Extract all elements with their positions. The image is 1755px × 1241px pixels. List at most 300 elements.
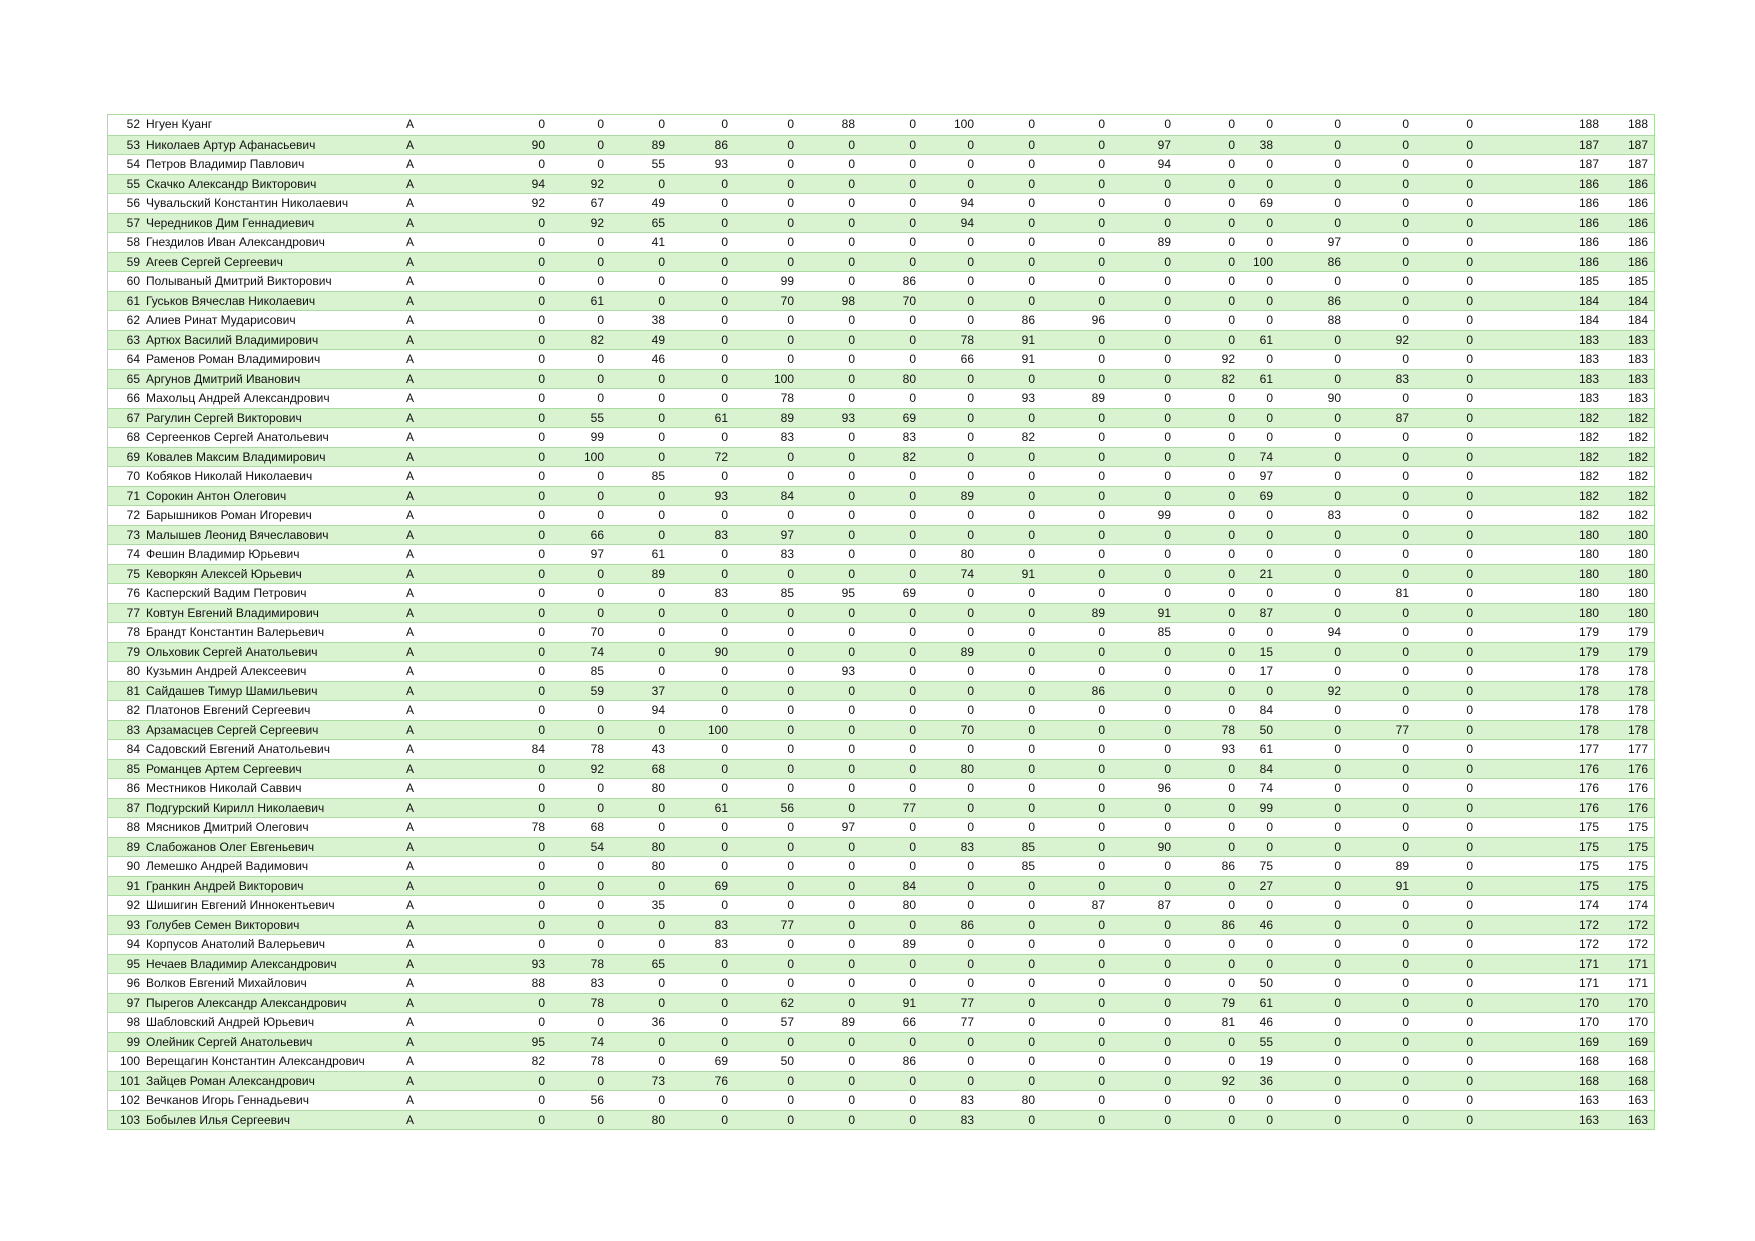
class-cell: A [406, 547, 415, 561]
score-cell: 0 [1266, 956, 1273, 971]
score-cell: 0 [1402, 157, 1409, 171]
score-cell: 0 [1228, 547, 1235, 561]
table-row [108, 642, 1654, 662]
score-cell: 0 [538, 157, 545, 171]
score-cell: 100 [1252, 254, 1273, 269]
score-cell: 74 [590, 1034, 604, 1049]
table-row [108, 505, 1654, 525]
score-cell: 0 [967, 859, 974, 873]
score-cell: 99 [1157, 508, 1171, 522]
name-cell: Фешин Владимир Юрьевич [146, 547, 300, 561]
score-cell: 0 [1466, 742, 1473, 756]
score-cell: 0 [1228, 196, 1235, 210]
class-cell: A [406, 664, 415, 678]
score-cell: 92 [1327, 683, 1341, 698]
sum-cell: 180 [1578, 605, 1599, 620]
score-cell: 69 [714, 878, 728, 893]
table-row [108, 895, 1654, 915]
sum-cell: 182 [1578, 469, 1599, 483]
class-cell: A [406, 566, 415, 581]
score-cell: 0 [787, 157, 794, 171]
score-cell: 0 [1098, 332, 1105, 347]
score-cell: 0 [721, 605, 728, 620]
table-row [108, 154, 1654, 174]
table-row [108, 486, 1654, 506]
score-cell: 83 [780, 547, 794, 561]
score-cell: 61 [590, 293, 604, 308]
score-cell: 0 [1164, 917, 1171, 932]
sum-cell: 177 [1578, 742, 1599, 756]
score-cell: 85 [780, 586, 794, 600]
score-cell: 0 [597, 937, 604, 951]
score-cell: 41 [651, 235, 665, 249]
score-cell: 0 [1098, 859, 1105, 873]
rank-cell: 62 [126, 313, 140, 327]
score-cell: 0 [1466, 781, 1473, 795]
score-cell: 0 [1334, 976, 1341, 990]
score-cell: 0 [538, 859, 545, 873]
score-cell: 97 [780, 527, 794, 542]
score-cell: 0 [1334, 332, 1341, 347]
rank-cell: 70 [126, 469, 140, 483]
score-cell: 0 [658, 117, 665, 131]
score-cell: 0 [1466, 410, 1473, 425]
name-cell: Гнездилов Иван Александрович [146, 235, 325, 249]
score-cell: 0 [597, 235, 604, 249]
score-cell: 92 [1221, 352, 1235, 366]
score-cell: 0 [787, 469, 794, 483]
sum-cell: 184 [1578, 293, 1599, 308]
score-cell: 0 [1402, 605, 1409, 620]
score-cell: 0 [1266, 352, 1273, 366]
score-cell: 19 [1259, 1054, 1273, 1068]
score-cell: 0 [909, 176, 916, 191]
score-cell: 0 [1028, 820, 1035, 834]
score-cell: 93 [714, 157, 728, 171]
score-cell: 84 [902, 878, 916, 893]
score-cell: 0 [1266, 215, 1273, 230]
score-cell: 0 [967, 820, 974, 834]
score-cell: 0 [1028, 449, 1035, 464]
score-cell: 0 [597, 157, 604, 171]
score-cell: 0 [1098, 293, 1105, 308]
score-cell: 85 [1157, 625, 1171, 639]
score-cell: 36 [1259, 1073, 1273, 1088]
score-cell: 0 [1028, 235, 1035, 249]
table-row [108, 369, 1654, 389]
score-cell: 0 [1334, 274, 1341, 288]
score-cell: 0 [721, 742, 728, 756]
score-cell: 0 [1028, 976, 1035, 990]
score-cell: 0 [967, 527, 974, 542]
score-cell: 0 [1334, 917, 1341, 932]
score-cell: 0 [597, 137, 604, 152]
score-cell: 0 [1228, 937, 1235, 951]
score-cell: 0 [848, 1054, 855, 1068]
score-cell: 0 [597, 469, 604, 483]
score-cell: 0 [1402, 449, 1409, 464]
score-cell: 0 [597, 566, 604, 581]
score-cell: 78 [531, 820, 545, 834]
total-cell: 187 [1627, 137, 1648, 152]
score-cell: 0 [721, 664, 728, 678]
score-cell: 0 [1466, 703, 1473, 717]
name-cell: Нгуен Куанг [146, 117, 213, 131]
name-cell: Бобылев Илья Сергеевич [146, 1112, 290, 1127]
score-cell: 54 [590, 839, 604, 854]
score-cell: 69 [1259, 488, 1273, 503]
score-cell: 91 [1021, 332, 1035, 347]
total-cell: 184 [1627, 313, 1648, 327]
class-cell: A [406, 332, 415, 347]
score-cell: 0 [1098, 742, 1105, 756]
class-cell: A [406, 703, 415, 717]
score-cell: 43 [651, 742, 665, 756]
table-row [108, 622, 1654, 642]
score-cell: 98 [841, 293, 855, 308]
score-cell: 0 [1164, 976, 1171, 990]
score-cell: 0 [848, 800, 855, 815]
score-cell: 61 [714, 800, 728, 815]
score-cell: 0 [1228, 664, 1235, 678]
score-cell: 85 [1021, 859, 1035, 873]
score-cell: 0 [1228, 898, 1235, 912]
score-cell: 0 [658, 527, 665, 542]
rank-cell: 59 [126, 254, 140, 269]
score-cell: 89 [1091, 605, 1105, 620]
rank-cell: 82 [126, 703, 140, 717]
score-cell: 92 [590, 176, 604, 191]
score-cell: 38 [1259, 137, 1273, 152]
score-cell: 0 [909, 605, 916, 620]
name-cell: Алиев Ринат Мударисович [146, 313, 296, 327]
score-cell: 0 [1466, 898, 1473, 912]
score-cell: 0 [1098, 566, 1105, 581]
score-cell: 0 [909, 664, 916, 678]
total-cell: 184 [1627, 293, 1648, 308]
score-cell: 0 [1164, 664, 1171, 678]
score-cell: 0 [1028, 683, 1035, 698]
score-cell: 0 [1164, 527, 1171, 542]
score-cell: 0 [1098, 800, 1105, 815]
score-cell: 0 [909, 1073, 916, 1088]
name-cell: Рагулин Сергей Викторович [146, 410, 302, 425]
name-cell: Платонов Евгений Сергеевич [146, 703, 311, 717]
score-cell: 0 [658, 800, 665, 815]
class-cell: A [406, 1015, 415, 1029]
score-cell: 0 [1334, 781, 1341, 795]
score-cell: 0 [787, 1073, 794, 1088]
score-cell: 0 [538, 878, 545, 893]
score-cell: 0 [1266, 527, 1273, 542]
rank-cell: 74 [126, 547, 140, 561]
name-cell: Скачко Александр Викторович [146, 176, 317, 191]
name-cell: Гранкин Андрей Викторович [146, 878, 304, 893]
class-cell: A [406, 683, 415, 698]
score-cell: 88 [1327, 313, 1341, 327]
score-cell: 0 [597, 586, 604, 600]
score-cell: 66 [902, 1015, 916, 1029]
score-cell: 0 [1266, 586, 1273, 600]
score-cell: 88 [841, 117, 855, 131]
score-cell: 83 [902, 430, 916, 444]
score-cell: 83 [590, 976, 604, 990]
score-cell: 65 [651, 956, 665, 971]
total-cell: 176 [1627, 800, 1648, 815]
score-cell: 86 [1327, 293, 1341, 308]
score-cell: 0 [909, 547, 916, 561]
score-cell: 0 [1028, 137, 1035, 152]
score-cell: 78 [960, 332, 974, 347]
score-cell: 0 [1164, 117, 1171, 131]
score-cell: 0 [848, 254, 855, 269]
score-cell: 0 [1466, 937, 1473, 951]
score-cell: 0 [658, 644, 665, 659]
score-cell: 0 [787, 1093, 794, 1107]
sum-cell: 180 [1578, 527, 1599, 542]
total-cell: 180 [1627, 605, 1648, 620]
class-cell: A [406, 625, 415, 639]
score-cell: 0 [1334, 449, 1341, 464]
score-cell: 0 [1098, 215, 1105, 230]
score-cell: 0 [1098, 117, 1105, 131]
score-cell: 0 [1164, 1093, 1171, 1107]
sum-cell: 182 [1578, 449, 1599, 464]
score-cell: 78 [590, 956, 604, 971]
score-cell: 0 [787, 313, 794, 327]
score-cell: 0 [1098, 430, 1105, 444]
score-cell: 0 [1028, 917, 1035, 932]
score-cell: 80 [651, 1112, 665, 1127]
score-cell: 93 [841, 410, 855, 425]
score-cell: 0 [967, 878, 974, 893]
score-cell: 0 [1266, 274, 1273, 288]
score-cell: 0 [848, 1034, 855, 1049]
total-cell: 186 [1627, 176, 1648, 191]
score-cell: 0 [1334, 722, 1341, 737]
score-cell: 0 [787, 937, 794, 951]
table-row [108, 759, 1654, 779]
score-cell: 59 [590, 683, 604, 698]
score-cell: 0 [1266, 410, 1273, 425]
score-cell: 92 [1221, 1073, 1235, 1088]
score-cell: 86 [1221, 917, 1235, 932]
score-cell: 49 [651, 332, 665, 347]
score-cell: 80 [902, 371, 916, 386]
score-cell: 86 [1221, 859, 1235, 873]
score-cell: 0 [658, 371, 665, 386]
score-cell: 0 [909, 313, 916, 327]
name-cell: Романцев Артем Сергеевич [146, 761, 302, 776]
score-cell: 0 [1028, 547, 1035, 561]
score-cell: 0 [721, 235, 728, 249]
score-cell: 0 [721, 566, 728, 581]
score-cell: 0 [658, 722, 665, 737]
score-cell: 0 [787, 820, 794, 834]
score-cell: 0 [1266, 176, 1273, 191]
name-cell: Барышников Роман Игоревич [146, 508, 312, 522]
score-cell: 93 [1221, 742, 1235, 756]
score-cell: 0 [1164, 683, 1171, 698]
score-cell: 0 [1402, 995, 1409, 1010]
score-cell: 0 [909, 742, 916, 756]
score-cell: 0 [1228, 391, 1235, 405]
score-cell: 0 [1228, 313, 1235, 327]
table-row [108, 1051, 1654, 1071]
score-cell: 61 [1259, 742, 1273, 756]
score-cell: 73 [651, 1073, 665, 1088]
score-cell: 0 [597, 391, 604, 405]
score-cell: 80 [960, 547, 974, 561]
score-cell: 69 [902, 410, 916, 425]
score-cell: 0 [1228, 878, 1235, 893]
score-cell: 0 [1334, 117, 1341, 131]
sum-cell: 175 [1578, 878, 1599, 893]
score-cell: 0 [909, 625, 916, 639]
name-cell: Кобяков Николай Николаевич [146, 469, 313, 483]
name-cell: Полываный Дмитрий Викторович [146, 274, 332, 288]
table-row [108, 349, 1654, 369]
score-cell: 0 [967, 586, 974, 600]
rank-cell: 85 [126, 761, 140, 776]
score-cell: 0 [1266, 157, 1273, 171]
score-cell: 0 [1402, 839, 1409, 854]
score-cell: 86 [1091, 683, 1105, 698]
score-cell: 0 [1228, 644, 1235, 659]
score-cell: 0 [848, 839, 855, 854]
score-cell: 0 [538, 898, 545, 912]
class-cell: A [406, 293, 415, 308]
score-cell: 61 [1259, 995, 1273, 1010]
table-row [108, 661, 1654, 681]
score-cell: 0 [967, 176, 974, 191]
score-cell: 0 [658, 917, 665, 932]
score-cell: 0 [787, 625, 794, 639]
score-cell: 0 [721, 508, 728, 522]
score-cell: 0 [1466, 508, 1473, 522]
score-cell: 0 [658, 995, 665, 1010]
score-cell: 83 [960, 1093, 974, 1107]
score-cell: 0 [1466, 371, 1473, 386]
score-cell: 0 [967, 235, 974, 249]
score-cell: 81 [1221, 1015, 1235, 1029]
score-cell: 0 [909, 683, 916, 698]
score-cell: 0 [909, 566, 916, 581]
score-cell: 83 [1327, 508, 1341, 522]
score-cell: 66 [960, 352, 974, 366]
score-cell: 0 [1466, 878, 1473, 893]
score-cell: 0 [1402, 176, 1409, 191]
score-cell: 0 [909, 917, 916, 932]
score-cell: 0 [848, 332, 855, 347]
name-cell: Корпусов Анатолий Валерьевич [146, 937, 326, 951]
score-cell: 0 [1334, 157, 1341, 171]
sum-cell: 172 [1578, 917, 1599, 932]
score-cell: 89 [1157, 235, 1171, 249]
score-cell: 0 [967, 1054, 974, 1068]
score-cell: 0 [967, 664, 974, 678]
score-cell: 0 [909, 956, 916, 971]
score-cell: 78 [1221, 722, 1235, 737]
score-cell: 0 [1334, 1073, 1341, 1088]
class-cell: A [406, 761, 415, 776]
score-cell: 0 [538, 1093, 545, 1107]
score-cell: 15 [1259, 644, 1273, 659]
score-cell: 0 [1466, 527, 1473, 542]
class-cell: A [406, 781, 415, 795]
score-cell: 0 [1164, 586, 1171, 600]
score-cell: 0 [1028, 664, 1035, 678]
score-cell: 78 [590, 742, 604, 756]
score-cell: 0 [538, 527, 545, 542]
sum-cell: 186 [1578, 235, 1599, 249]
score-cell: 0 [1098, 976, 1105, 990]
score-cell: 67 [590, 196, 604, 210]
score-cell: 0 [1028, 157, 1035, 171]
score-cell: 0 [1466, 839, 1473, 854]
score-cell: 0 [538, 1015, 545, 1029]
sum-cell: 180 [1578, 586, 1599, 600]
score-cell: 0 [1028, 644, 1035, 659]
score-cell: 0 [538, 625, 545, 639]
name-cell: Зайцев Роман Александрович [146, 1073, 315, 1088]
score-cell: 85 [651, 469, 665, 483]
score-cell: 0 [1402, 469, 1409, 483]
score-cell: 87 [1157, 898, 1171, 912]
total-cell: 180 [1627, 586, 1648, 600]
score-cell: 96 [1091, 313, 1105, 327]
score-cell: 0 [1164, 956, 1171, 971]
score-cell: 0 [1028, 1034, 1035, 1049]
score-cell: 0 [909, 527, 916, 542]
score-cell: 0 [1028, 956, 1035, 971]
score-cell: 0 [1466, 274, 1473, 288]
score-cell: 0 [787, 956, 794, 971]
score-cell: 0 [1402, 976, 1409, 990]
rank-cell: 64 [126, 352, 140, 366]
score-cell: 46 [1259, 1015, 1273, 1029]
name-cell: Раменов Роман Владимирович [146, 352, 321, 366]
score-cell: 0 [538, 254, 545, 269]
score-cell: 0 [1402, 781, 1409, 795]
rank-cell: 77 [126, 605, 140, 620]
total-cell: 174 [1627, 898, 1648, 912]
table-row [108, 583, 1654, 603]
score-cell: 0 [1098, 410, 1105, 425]
score-cell: 0 [848, 956, 855, 971]
class-cell: A [406, 352, 415, 366]
rank-cell: 71 [126, 488, 140, 503]
total-cell: 169 [1627, 1034, 1648, 1049]
total-cell: 175 [1627, 839, 1648, 854]
class-cell: A [406, 586, 415, 600]
score-cell: 0 [1334, 547, 1341, 561]
score-cell: 0 [1334, 800, 1341, 815]
total-cell: 172 [1627, 937, 1648, 951]
score-cell: 0 [967, 1073, 974, 1088]
score-cell: 0 [1028, 469, 1035, 483]
score-cell: 0 [1028, 527, 1035, 542]
name-cell: Кеворкян Алексей Юрьевич [146, 566, 302, 581]
score-cell: 38 [651, 313, 665, 327]
score-cell: 56 [590, 1093, 604, 1107]
score-cell: 0 [721, 1015, 728, 1029]
score-cell: 0 [848, 391, 855, 405]
score-cell: 95 [841, 586, 855, 600]
score-cell: 96 [1157, 781, 1171, 795]
score-cell: 0 [721, 293, 728, 308]
score-cell: 94 [960, 196, 974, 210]
